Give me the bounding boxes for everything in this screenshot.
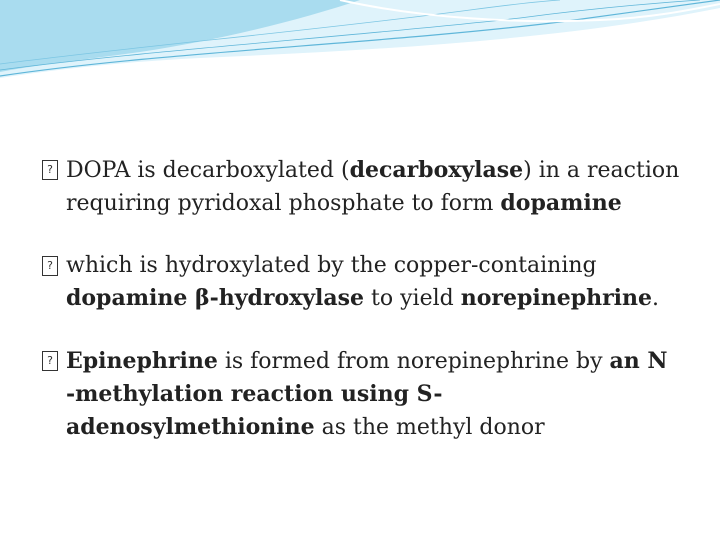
- text-run: to yield: [364, 286, 461, 311]
- bold-term: norepinephrine: [460, 285, 653, 311]
- bullet-marker-icon: ?: [42, 256, 58, 276]
- header-wave-decoration: [0, 0, 720, 90]
- bullet-text: [66, 253, 659, 311]
- bullet-marker-icon: ?: [42, 351, 58, 371]
- bullet-marker-icon: ?: [42, 160, 58, 180]
- text-run: which is hydroxylated by the copper-containing: [66, 253, 597, 278]
- bold-term: Epinephrine: [66, 348, 218, 374]
- bold-term: dopamine β-hydroxylase: [66, 285, 365, 311]
- bold-term: decarboxylase: [349, 157, 524, 183]
- text-run: as the methyl donor: [314, 415, 545, 440]
- slide-body: [42, 154, 682, 474]
- text-run: ) in a reaction requiring pyridoxal phosphate to form: [66, 158, 680, 216]
- bullet-item: [42, 154, 682, 220]
- bullet-text: [66, 349, 668, 440]
- bullet-item: [42, 345, 682, 444]
- bold-term: dopamine: [500, 190, 622, 216]
- text-run: .: [652, 286, 660, 311]
- text-run: DOPA is decarboxylated (: [66, 158, 350, 183]
- bold-term: an N -methylation reaction using S-adenosylmethionine: [66, 348, 668, 440]
- text-run: is formed from norepinephrine by: [217, 349, 610, 374]
- bullet-text: [66, 158, 679, 216]
- bullet-item: [42, 250, 682, 315]
